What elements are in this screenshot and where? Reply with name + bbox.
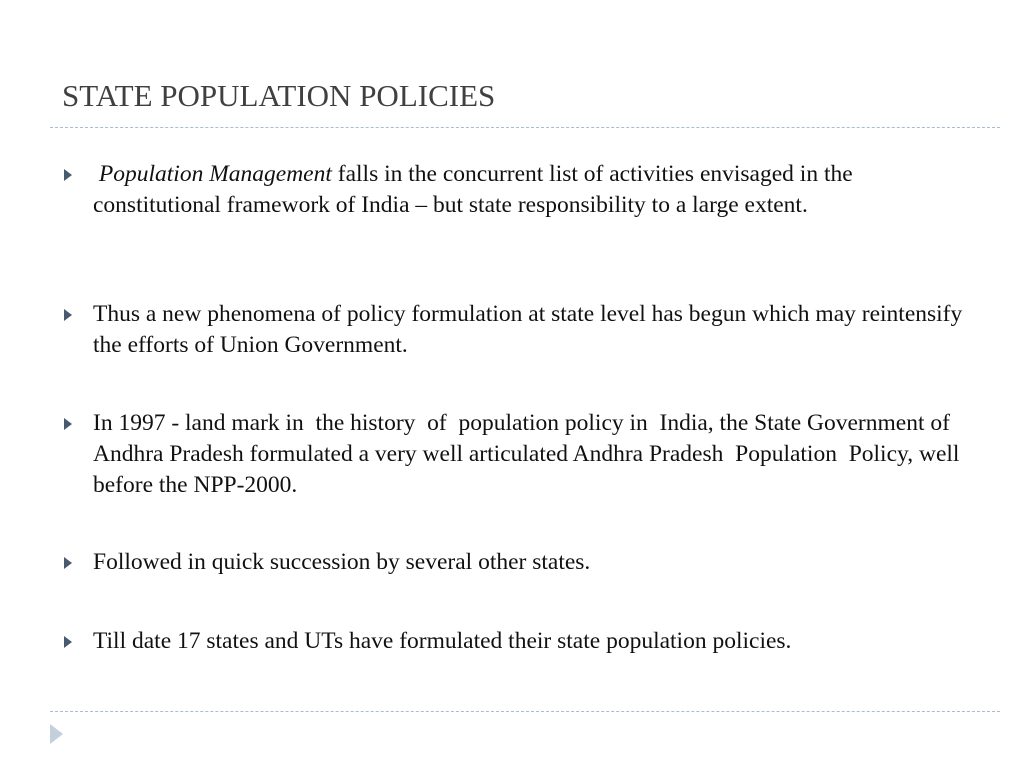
bullet-text: In 1997 - land mark in the history of population policy in India, the State Government of Andhra Pradesh formulated a very well articulated Andhra Pradesh Population Policy, well before the NPP-2000. — [93, 410, 966, 498]
bullet-item — [60, 299, 970, 361]
triangle-bullet-icon — [64, 418, 72, 430]
triangle-bullet-icon — [64, 557, 72, 569]
triangle-bullet-icon — [64, 309, 72, 321]
triangle-bullet-icon — [64, 636, 72, 648]
bullet-item — [60, 626, 970, 657]
bullet-item — [60, 408, 970, 501]
bullet-item — [60, 547, 970, 578]
bullet-text: Till date 17 states and UTs have formulated their state population policies. — [93, 628, 792, 654]
bullet-text: Thus a new phenomena of policy formulation at state level has begun which may reintensify the efforts of Union Government. — [93, 301, 963, 358]
footer-divider — [50, 711, 1000, 712]
bullet-emphasis: Population Management — [98, 161, 332, 187]
triangle-bullet-icon — [64, 169, 72, 181]
triangle-corner-icon — [50, 724, 63, 744]
bullet-text — [93, 161, 853, 218]
slide-title: STATE POPULATION POLICIES — [62, 78, 496, 113]
bullet-body: falls in the concurrent list of activities envisaged in the constitutional framework of India – but state responsibility to a large extent. — [93, 161, 853, 218]
bullet-item — [60, 159, 970, 221]
bullet-text: Followed in quick succession by several other states. — [93, 549, 591, 575]
